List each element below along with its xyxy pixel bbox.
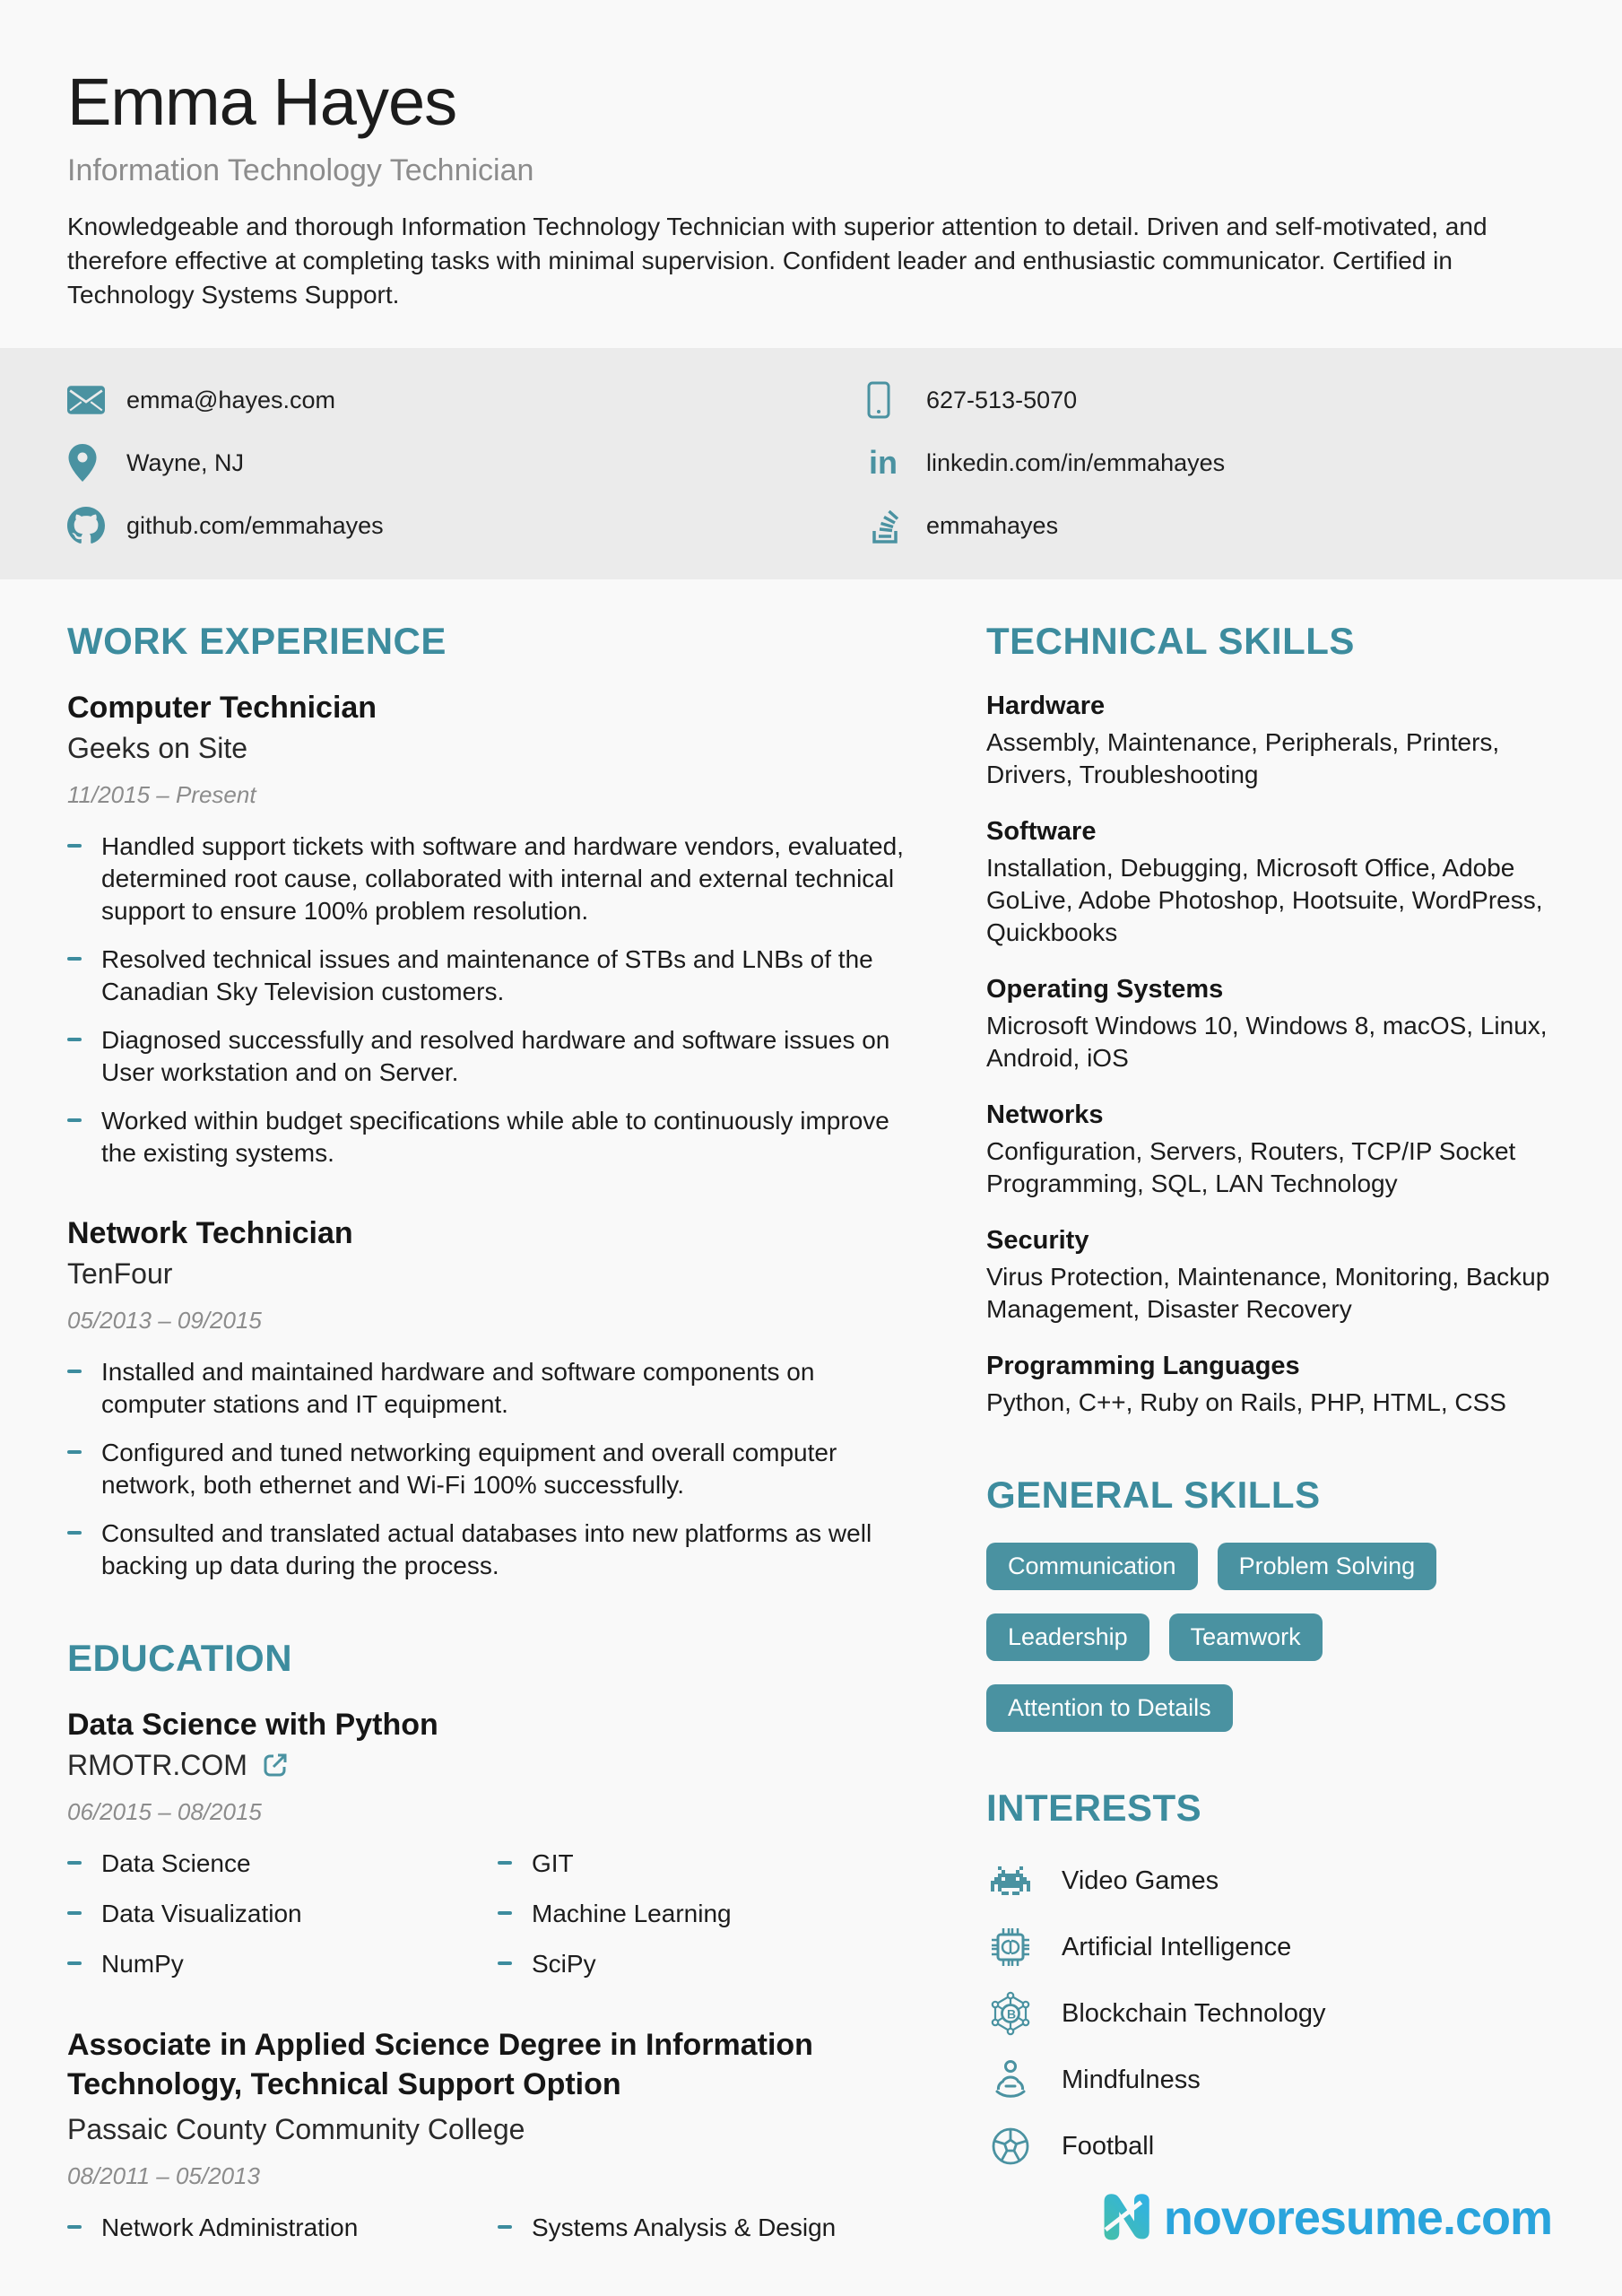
- contact-linkedin: [867, 443, 1555, 483]
- education-title: Associate in Applied Science Degree in Information Technology, Technical Support Option: [67, 2028, 813, 2101]
- list-item: [986, 1922, 1555, 1972]
- job-title: Computer Technician: [67, 691, 377, 725]
- skill-category: [986, 972, 1555, 1074]
- bullet-text: Systems Analysis & Design: [532, 2213, 837, 2241]
- education-school: RMOTR.COM: [67, 1749, 247, 1781]
- skill-category: [986, 689, 1555, 791]
- bullet-dash-icon: [67, 1531, 82, 1535]
- football-icon: [986, 2122, 1035, 2170]
- skill-category-name: Hardware: [986, 691, 1106, 720]
- contact-github: [67, 506, 867, 545]
- skill-tag: Teamwork: [1169, 1613, 1323, 1661]
- bullet-dash-icon: [67, 2225, 82, 2229]
- page-title: Emma Hayes: [67, 65, 457, 139]
- skill-category-name: Software: [986, 817, 1097, 846]
- skill-category-name: Programming Languages: [986, 1352, 1300, 1380]
- interest-label: Blockchain Technology: [1062, 1998, 1326, 2028]
- bullet-dash-icon: [498, 2225, 512, 2229]
- job-bullets: [67, 831, 906, 1170]
- interest-label: Video Games: [1062, 1866, 1219, 1895]
- external-link-icon[interactable]: [262, 1752, 289, 1779]
- bullet-text: Machine Learning: [532, 1900, 732, 1927]
- bullet-dash-icon: [67, 1911, 82, 1915]
- interest-label: Football: [1062, 2131, 1155, 2161]
- education-title: Data Science with Python: [67, 1708, 438, 1742]
- contact-location-value: Wayne, NJ: [126, 448, 245, 476]
- svg-text:in: in: [869, 445, 898, 481]
- skill-category-items: Python, C++, Ruby on Rails, PHP, HTML, CSS: [986, 1388, 1506, 1416]
- list-item: [67, 1356, 906, 1421]
- video-games-icon: [986, 1857, 1035, 1905]
- job-dates: 05/2013 – 09/2015: [67, 1307, 262, 1334]
- work-experience-heading: WORK EXPERIENCE: [67, 620, 447, 662]
- interests-heading: INTERESTS: [986, 1787, 1202, 1829]
- skill-category-items: Virus Protection, Maintenance, Monitoring, Backup Management, Disaster Recovery: [986, 1263, 1550, 1323]
- bullet-text: GIT: [532, 1849, 574, 1877]
- header-job-title: Information Technology Technician: [67, 153, 534, 187]
- skill-category-items: Assembly, Maintenance, Peripherals, Printers, Drivers, Troubleshooting: [986, 728, 1500, 788]
- contact-band: [0, 348, 1622, 579]
- list-item: [67, 2212, 498, 2244]
- skill-category-name: Operating Systems: [986, 975, 1224, 1004]
- bullet-dash-icon: [67, 1118, 82, 1122]
- bullet-text: Data Visualization: [101, 1900, 302, 1927]
- bullet-dash-icon: [498, 1861, 512, 1865]
- stackoverflow-icon: [867, 506, 906, 545]
- bullet-text: Consulted and translated actual databases into new platforms as well backing up data during the process.: [101, 1519, 872, 1579]
- brand-text[interactable]: novoresume.com: [1163, 2191, 1552, 2245]
- linkedin-icon: [867, 445, 906, 481]
- list-item: [498, 1898, 906, 1930]
- skill-tag: Problem Solving: [1218, 1543, 1437, 1590]
- skill-category: [986, 1098, 1555, 1200]
- skill-category-items: Microsoft Windows 10, Windows 8, macOS, Linux, Android, iOS: [986, 1012, 1548, 1072]
- mindfulness-icon: [986, 2056, 1035, 2104]
- bullet-dash-icon: [67, 1861, 82, 1865]
- novoresume-logo-icon: [1096, 2188, 1153, 2248]
- bullet-dash-icon: [67, 1038, 82, 1041]
- skill-category-items: Installation, Debugging, Microsoft Office, Adobe GoLive, Adobe Photoshop, Hootsuite, WordPress, Quickbooks: [986, 854, 1543, 946]
- header-summary: Knowledgeable and thorough Information Technology Technician with superior attention to detail. Driven and self-motivated, and therefore effective at completing tasks with minimal supervision. Confident leader and enthusiastic communicator. Certified in Technology Systems Support.: [67, 213, 1488, 309]
- job-title: Network Technician: [67, 1216, 353, 1250]
- bullet-dash-icon: [67, 957, 82, 961]
- list-item: [986, 2121, 1555, 2171]
- interest-label: Mindfulness: [1062, 2065, 1201, 2094]
- bullet-text: Resolved technical issues and maintenance of STBs and LNBs of the Canadian Sky Television customers.: [101, 945, 873, 1005]
- skill-category: [986, 1223, 1555, 1326]
- bullet-text: Data Science: [101, 1849, 251, 1877]
- job-company: TenFour: [67, 1257, 173, 1290]
- education-school: Passaic County Community College: [67, 2113, 525, 2145]
- main-content: [0, 579, 1622, 2289]
- education-dates: 06/2015 – 08/2015: [67, 1798, 262, 1825]
- list-item: [67, 1518, 906, 1582]
- list-item: [498, 1848, 906, 1880]
- github-icon: [67, 507, 107, 544]
- email-icon: [67, 386, 107, 414]
- skill-category-items: Configuration, Servers, Routers, TCP/IP Socket Programming, SQL, LAN Technology: [986, 1137, 1516, 1197]
- interests-list: [986, 1856, 1555, 2171]
- contact-phone: [867, 380, 1555, 420]
- bullet-text: SciPy: [532, 1950, 596, 1978]
- list-item: [67, 1105, 906, 1170]
- bullet-dash-icon: [67, 1961, 82, 1965]
- technical-skills-heading: TECHNICAL SKILLS: [986, 620, 1355, 662]
- list-item: [67, 831, 906, 927]
- skill-tag: Leadership: [986, 1613, 1149, 1661]
- skill-tag: Attention to Details: [986, 1684, 1233, 1732]
- blockchain-icon: [986, 1989, 1035, 2038]
- education-entry: [67, 1706, 906, 1980]
- general-skills-tags: [986, 1543, 1555, 1732]
- header: [0, 0, 1622, 312]
- left-column: [67, 621, 906, 2289]
- education-heading: EDUCATION: [67, 1637, 293, 1679]
- skill-tag: Communication: [986, 1543, 1198, 1590]
- list-item: [498, 2212, 906, 2244]
- education-dates: 08/2011 – 05/2013: [67, 2162, 260, 2189]
- right-column: [986, 621, 1555, 2171]
- education-school-row: [67, 1747, 906, 1783]
- contact-stackoverflow-value[interactable]: emmahayes: [926, 511, 1059, 539]
- bullet-dash-icon: [67, 844, 82, 848]
- job-company: Geeks on Site: [67, 732, 247, 764]
- list-item: [986, 1988, 1555, 2039]
- bullet-text: Worked within budget specifications while able to continuously improve the existing systems.: [101, 1107, 889, 1167]
- contact-location: [67, 443, 867, 483]
- contact-phone-value: 627-513-5070: [926, 386, 1078, 413]
- contact-github-value[interactable]: github.com/emmahayes: [126, 511, 384, 539]
- contact-column-right: [867, 380, 1555, 545]
- list-item: [67, 1948, 498, 1980]
- contact-column-left: [67, 380, 867, 545]
- general-skills-heading: GENERAL SKILLS: [986, 1474, 1321, 1516]
- list-item: [67, 1024, 906, 1089]
- footer: [1096, 2188, 1552, 2248]
- list-item: [67, 944, 906, 1008]
- bullet-dash-icon: [498, 1961, 512, 1965]
- skill-category: [986, 1349, 1555, 1419]
- bullet-dash-icon: [67, 1450, 82, 1454]
- job-bullets: [67, 1356, 906, 1582]
- list-item: [67, 1898, 498, 1930]
- list-item: [986, 2055, 1555, 2105]
- bullet-dash-icon: [67, 1370, 82, 1373]
- skill-category-name: Security: [986, 1226, 1089, 1255]
- list-item: [498, 1948, 906, 1980]
- education-bullets: [67, 1848, 906, 1980]
- bullet-text: NumPy: [101, 1950, 184, 1978]
- skill-category: [986, 814, 1555, 949]
- job-dates: 11/2015 – Present: [67, 781, 256, 808]
- svg-text:B: B: [1007, 2006, 1017, 2022]
- ai-chip-icon: [986, 1923, 1035, 1971]
- skill-category-name: Networks: [986, 1100, 1104, 1129]
- contact-email: [67, 380, 867, 420]
- contact-stackoverflow: [867, 506, 1555, 545]
- bullet-text: Network Administration: [101, 2213, 359, 2241]
- phone-icon: [867, 381, 906, 419]
- location-pin-icon: [67, 443, 107, 483]
- education-bullets: [67, 2212, 906, 2244]
- list-item: [67, 1437, 906, 1501]
- bullet-text: Diagnosed successfully and resolved hardware and software issues on User workstation and on Server.: [101, 1026, 890, 1086]
- list-item: [67, 1848, 498, 1880]
- bullet-text: Configured and tuned networking equipment and overall computer network, both ethernet and Wi-Fi 100% successfully.: [101, 1439, 837, 1499]
- education-entry: [67, 2025, 906, 2244]
- contact-email-value[interactable]: emma@hayes.com: [126, 386, 335, 413]
- interest-label: Artificial Intelligence: [1062, 1932, 1292, 1961]
- bullet-text: Installed and maintained hardware and software components on computer stations and IT equipment.: [101, 1358, 815, 1418]
- job-entry: [67, 689, 906, 1170]
- list-item: [986, 1856, 1555, 1906]
- bullet-text: Handled support tickets with software and hardware vendors, evaluated, determined root cause, collaborated with internal and external technical support to ensure 100% problem resolution.: [101, 832, 904, 925]
- contact-linkedin-value[interactable]: linkedin.com/in/emmahayes: [926, 448, 1226, 476]
- bullet-dash-icon: [498, 1911, 512, 1915]
- job-entry: [67, 1214, 906, 1582]
